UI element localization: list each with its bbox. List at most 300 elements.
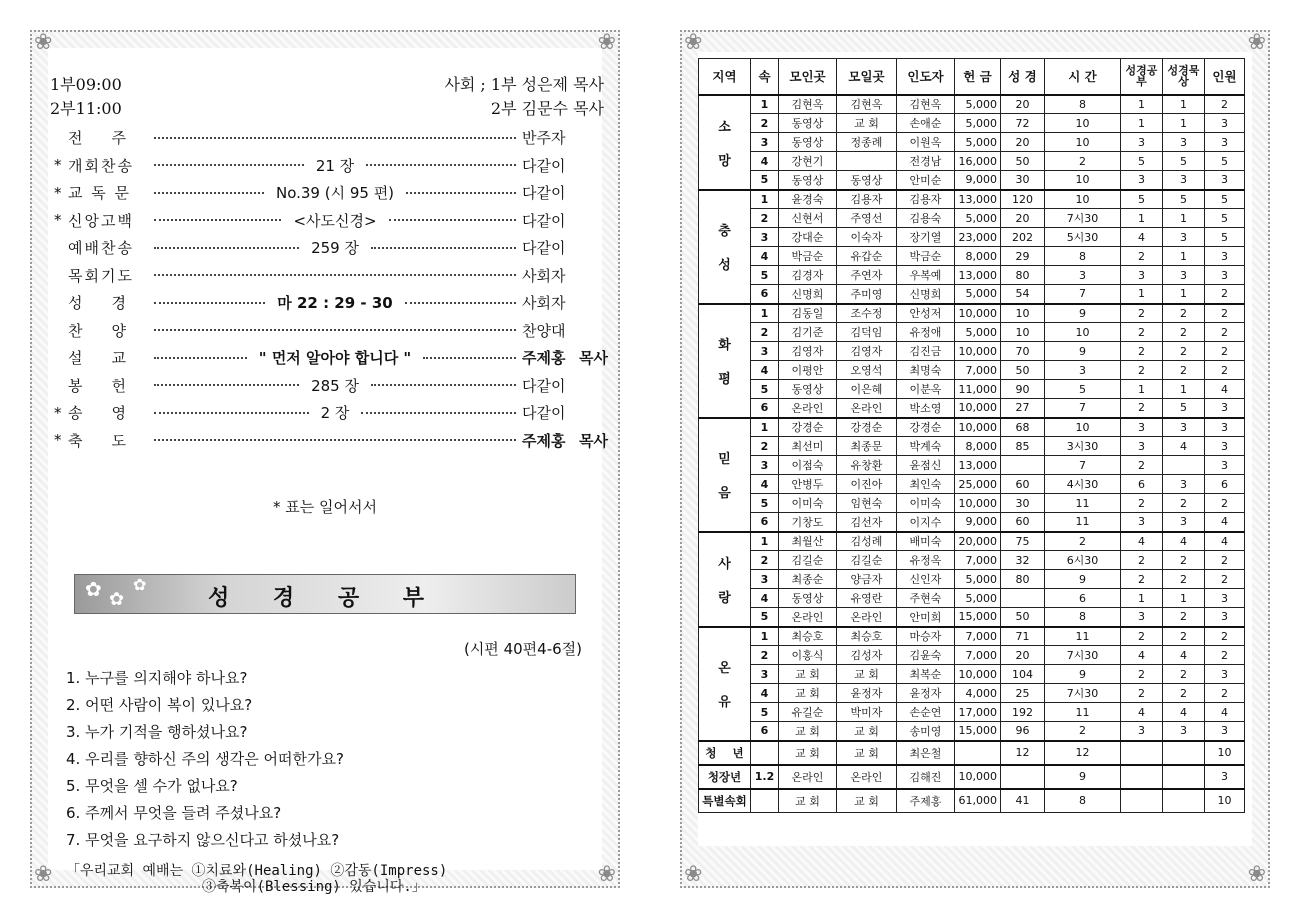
table-cell: 15,000 <box>955 608 1001 627</box>
table-cell: 6 <box>751 399 779 418</box>
table-row <box>699 323 1245 342</box>
table-cell: 192 <box>1001 703 1045 722</box>
table-cell: 10,000 <box>955 765 1001 789</box>
table-cell <box>1163 456 1205 475</box>
table-cell: 25,000 <box>955 475 1001 494</box>
table-cell: 5,000 <box>955 570 1001 589</box>
table-cell: 3 <box>751 342 779 361</box>
table-cell: 7 <box>1045 456 1121 475</box>
table-cell: 20 <box>1001 646 1045 665</box>
question-item: 6. 주께서 무엇을 들려 주셨나요? <box>66 804 282 822</box>
table-cell: 4 <box>1205 703 1245 722</box>
table-cell: 7시30 <box>1045 209 1121 228</box>
table-cell: 6 <box>751 722 779 741</box>
table-row <box>699 247 1245 266</box>
table-row <box>699 494 1245 513</box>
table-cell: 13,000 <box>955 456 1001 475</box>
table-cell <box>1001 589 1045 608</box>
table-cell: 30 <box>1001 171 1045 190</box>
dot-leader <box>389 219 516 221</box>
table-cell: 4 <box>1205 513 1245 532</box>
table-cell: 9 <box>1045 570 1121 589</box>
table-cell: 3 <box>1163 266 1205 285</box>
table-cell: 5 <box>1121 190 1163 209</box>
table-cell: 4 <box>1205 380 1245 399</box>
table-cell: 1 <box>1163 589 1205 608</box>
table-cell: 32 <box>1001 551 1045 570</box>
dot-leader <box>371 384 516 386</box>
order-detail: 285 장 <box>305 375 365 396</box>
table-cell: 3 <box>751 665 779 684</box>
table-cell: 박계숙 <box>897 437 955 456</box>
order-detail: 마 22 : 29 - 30 <box>271 292 398 313</box>
table-cell: 3 <box>1121 722 1163 741</box>
table-cell: 2 <box>1163 342 1205 361</box>
table-cell: 20 <box>1001 209 1045 228</box>
table-cell: 김현옥 <box>897 95 955 114</box>
dot-leader <box>405 302 516 304</box>
table-cell: 2 <box>1121 399 1163 418</box>
order-detail: 21 장 <box>310 155 360 176</box>
table-cell: 8,000 <box>955 247 1001 266</box>
table-cell: 11 <box>1045 703 1121 722</box>
table-cell: 3 <box>1121 266 1163 285</box>
table-cell: 동영상 <box>837 171 897 190</box>
flower-icon: ✿ <box>85 577 102 601</box>
table-cell: 8 <box>1045 608 1121 627</box>
order-detail: 2 장 <box>315 402 356 423</box>
table-row <box>699 437 1245 456</box>
table-cell: 2 <box>1205 323 1245 342</box>
table-cell: 5 <box>751 608 779 627</box>
worship-order-item <box>54 427 608 455</box>
table-cell: 안병두 <box>779 475 837 494</box>
table-cell: 25 <box>1001 684 1045 703</box>
table-cell: 양금자 <box>837 570 897 589</box>
order-label: 전 주 <box>68 129 129 148</box>
table-cell: 김현옥 <box>779 95 837 114</box>
table-cell: 29 <box>1001 247 1045 266</box>
table-cell: 2 <box>751 209 779 228</box>
dot-leader <box>423 357 516 359</box>
table-cell: 2 <box>1121 342 1163 361</box>
table-cell: 김덕임 <box>837 323 897 342</box>
table-cell: 3 <box>1205 608 1245 627</box>
table-cell: 8 <box>1045 95 1121 114</box>
table-cell: 2 <box>1163 684 1205 703</box>
question-item: 5. 무엇을 셀 수가 없나요? <box>66 777 238 795</box>
standing-mark: * <box>54 403 62 422</box>
table-cell <box>1163 741 1205 765</box>
dot-leader <box>154 329 516 331</box>
column-header: 시 간 <box>1045 59 1121 95</box>
table-cell: 교 회 <box>837 114 897 133</box>
table-cell: 1 <box>751 532 779 551</box>
table-cell: 1 <box>1121 380 1163 399</box>
table-cell: 7 <box>1045 285 1121 304</box>
table-cell: 3 <box>751 570 779 589</box>
table-cell: 8,000 <box>955 437 1001 456</box>
region-cell: 청 년 <box>699 741 751 765</box>
table-cell: 2 <box>1205 494 1245 513</box>
table-cell: 최종순 <box>779 570 837 589</box>
order-label: 축 도 <box>68 431 129 450</box>
table-cell <box>1121 789 1163 813</box>
table-cell: 68 <box>1001 418 1045 437</box>
table-cell: 이지수 <box>897 513 955 532</box>
table-cell: 마승자 <box>897 627 955 646</box>
table-cell: 11 <box>1045 494 1121 513</box>
table-cell: 박소영 <box>897 399 955 418</box>
table-cell: 이은혜 <box>837 380 897 399</box>
table-cell: 최종문 <box>837 437 897 456</box>
table-cell: 2 <box>751 646 779 665</box>
order-leader: 다같이 <box>522 156 566 175</box>
table-cell: 이원옥 <box>897 133 955 152</box>
table-cell: 5 <box>1163 399 1205 418</box>
table-cell: 2 <box>1205 551 1245 570</box>
table-cell: 4 <box>1121 228 1163 247</box>
table-cell: 9 <box>1045 665 1121 684</box>
table-row <box>699 741 1245 765</box>
table-cell: 김동일 <box>779 304 837 323</box>
order-leader: 사회자 <box>522 266 566 285</box>
order-label: 교 독 문 <box>68 184 132 203</box>
table-cell: 2 <box>751 437 779 456</box>
table-cell: 김해진 <box>897 765 955 789</box>
table-cell: 이진아 <box>837 475 897 494</box>
table-cell: 신현서 <box>779 209 837 228</box>
table-cell: 2 <box>1163 494 1205 513</box>
table-cell: 온라인 <box>779 399 837 418</box>
table-cell: 6 <box>1205 475 1245 494</box>
table-cell: 주영선 <box>837 209 897 228</box>
table-row <box>699 171 1245 190</box>
table-cell: 이점숙 <box>779 456 837 475</box>
table-cell: 4 <box>1163 646 1205 665</box>
table-cell: 김용자 <box>897 190 955 209</box>
table-cell: 윤정자 <box>897 684 955 703</box>
table-cell: 이분옥 <box>897 380 955 399</box>
table-cell: 5 <box>1163 190 1205 209</box>
table-cell: 김윤숙 <box>897 646 955 665</box>
table-cell: 강현기 <box>779 152 837 171</box>
column-header: 인도자 <box>897 59 955 95</box>
column-header: 성경묵상 <box>1163 59 1205 95</box>
column-header: 속 <box>751 59 779 95</box>
table-row <box>699 266 1245 285</box>
table-cell: 1.2 <box>751 765 779 789</box>
table-cell: 3 <box>1205 589 1245 608</box>
table-cell: 김기준 <box>779 323 837 342</box>
table-cell: 2 <box>1121 494 1163 513</box>
table-cell: 김경자 <box>779 266 837 285</box>
table-cell: 72 <box>1001 114 1045 133</box>
table-cell: 3 <box>751 133 779 152</box>
bible-study-title: 성 경 공 부 <box>208 586 442 611</box>
table-cell: 김용숙 <box>897 209 955 228</box>
table-cell: 96 <box>1001 722 1045 741</box>
corner-ornament-icon: ❀ <box>34 862 53 887</box>
table-cell: 김길순 <box>837 551 897 570</box>
table-cell: 주제홍 <box>897 789 955 813</box>
table-cell: 1 <box>1163 209 1205 228</box>
table-cell: 주연자 <box>837 266 897 285</box>
table-cell: 3 <box>1121 608 1163 627</box>
table-cell: 50 <box>1001 608 1045 627</box>
table-row <box>699 361 1245 380</box>
table-row <box>699 789 1245 813</box>
table-cell: 3 <box>751 228 779 247</box>
order-label: 설 교 <box>68 349 129 368</box>
dot-leader <box>154 302 265 304</box>
table-cell: 6 <box>751 285 779 304</box>
table-cell: 교 회 <box>779 684 837 703</box>
worship-order-item <box>54 234 608 262</box>
church-motto <box>66 863 447 895</box>
table-row <box>699 114 1245 133</box>
dot-leader <box>154 357 247 359</box>
order-leader: 다같이 <box>522 184 566 203</box>
table-cell: 온라인 <box>837 399 897 418</box>
table-cell: 2 <box>1163 551 1205 570</box>
table-row <box>699 589 1245 608</box>
table-cell: 10 <box>1205 741 1245 765</box>
table-cell: 1 <box>1163 380 1205 399</box>
table-cell: 3 <box>1163 418 1205 437</box>
table-cell: 손애순 <box>897 114 955 133</box>
table-row <box>699 551 1245 570</box>
dot-leader <box>371 247 516 249</box>
table-header-row <box>699 59 1245 95</box>
table-cell <box>751 741 779 765</box>
table-cell: 2 <box>751 323 779 342</box>
question-item: 1. 누구를 의지해야 하나요? <box>66 669 248 687</box>
corner-ornament-icon: ❀ <box>684 862 703 887</box>
table-cell: 3 <box>1163 228 1205 247</box>
table-cell: 온라인 <box>779 608 837 627</box>
table-cell: 동영상 <box>779 171 837 190</box>
table-cell: 교 회 <box>837 741 897 765</box>
table-cell: 8 <box>1045 247 1121 266</box>
table-cell: 10 <box>1045 171 1121 190</box>
table-row <box>699 399 1245 418</box>
table-cell: 강경순 <box>837 418 897 437</box>
table-cell: 강경순 <box>779 418 837 437</box>
table-cell: 2 <box>1121 665 1163 684</box>
table-cell: 3 <box>1205 418 1245 437</box>
table-cell: 3 <box>1121 171 1163 190</box>
table-cell: 5 <box>751 266 779 285</box>
table-cell: 2 <box>1163 323 1205 342</box>
table-cell: 5 <box>1205 209 1245 228</box>
table-cell: 2 <box>1205 646 1245 665</box>
table-cell: 1 <box>1121 114 1163 133</box>
table-cell: 5 <box>1163 152 1205 171</box>
table-row <box>699 703 1245 722</box>
table-cell <box>1121 765 1163 789</box>
table-cell: 9 <box>1045 304 1121 323</box>
table-cell: 정종례 <box>837 133 897 152</box>
region-cell: 소 망 <box>699 95 751 190</box>
table-cell: 유정애 <box>897 323 955 342</box>
column-header: 헌 금 <box>955 59 1001 95</box>
table-cell: 2 <box>1121 684 1163 703</box>
table-cell: 61,000 <box>955 789 1001 813</box>
table-cell: 이숙자 <box>837 228 897 247</box>
table-cell: 10,000 <box>955 399 1001 418</box>
table-cell: 손순연 <box>897 703 955 722</box>
table-cell: 60 <box>1001 513 1045 532</box>
table-row <box>699 304 1245 323</box>
table-cell: 3 <box>1205 722 1245 741</box>
table-cell: 김영자 <box>837 342 897 361</box>
table-cell: 41 <box>1001 789 1045 813</box>
motto-line-2: ③축복이(Blessing) 있습니다.」 <box>202 879 426 895</box>
table-cell: 김진금 <box>897 342 955 361</box>
table-cell: 5 <box>751 171 779 190</box>
table-cell: 2 <box>1205 684 1245 703</box>
table-row <box>699 684 1245 703</box>
table-cell: 90 <box>1001 380 1045 399</box>
table-cell: 교 회 <box>837 722 897 741</box>
table-cell: 배미숙 <box>897 532 955 551</box>
dot-leader <box>406 192 516 194</box>
table-cell: 13,000 <box>955 266 1001 285</box>
host-first: 사회 ; 1부 성은제 목사 <box>444 75 604 94</box>
table-cell: 9,000 <box>955 171 1001 190</box>
worship-order-item <box>54 179 608 207</box>
table-cell: 강대순 <box>779 228 837 247</box>
table-cell: 박금순 <box>779 247 837 266</box>
worship-order-item <box>54 317 608 345</box>
table-row <box>699 418 1245 437</box>
corner-ornament-icon: ❀ <box>684 30 703 55</box>
table-cell: 11 <box>1045 513 1121 532</box>
table-cell: 신명희 <box>779 285 837 304</box>
table-cell: 1 <box>1121 95 1163 114</box>
table-cell: 4,000 <box>955 684 1001 703</box>
table-cell: 5 <box>1205 152 1245 171</box>
order-detail: <사도신경> <box>287 210 382 231</box>
table-cell: 3 <box>1205 399 1245 418</box>
table-cell: 2 <box>1045 152 1121 171</box>
table-cell: 동영상 <box>779 380 837 399</box>
table-cell: 5,000 <box>955 209 1001 228</box>
table-cell: 교 회 <box>779 665 837 684</box>
dot-leader <box>154 247 299 249</box>
table-cell: 이미숙 <box>779 494 837 513</box>
table-cell: 유창환 <box>837 456 897 475</box>
order-leader: 주제홍 목사 <box>522 431 608 450</box>
region-cell: 믿 음 <box>699 418 751 532</box>
column-header: 성 경 <box>1001 59 1045 95</box>
table-cell: 이홍식 <box>779 646 837 665</box>
table-cell: 1 <box>1163 95 1205 114</box>
table-cell: 2 <box>1205 304 1245 323</box>
table-cell: 3 <box>751 456 779 475</box>
order-label: 봉 헌 <box>68 376 129 395</box>
table-cell: 3 <box>1205 171 1245 190</box>
order-detail: No.39 (시 95 편) <box>270 182 400 203</box>
dot-leader <box>154 439 516 441</box>
table-cell: 최복순 <box>897 665 955 684</box>
table-cell: 장기열 <box>897 228 955 247</box>
table-cell: 5,000 <box>955 114 1001 133</box>
order-label: 송 영 <box>68 404 129 423</box>
table-cell: 20 <box>1001 95 1045 114</box>
region-cell: 온 유 <box>699 627 751 741</box>
table-cell: 10,000 <box>955 418 1001 437</box>
table-cell: 80 <box>1001 570 1045 589</box>
table-cell: 2 <box>1205 627 1245 646</box>
worship-order-item <box>54 152 608 180</box>
table-cell: 5,000 <box>955 133 1001 152</box>
dot-leader <box>366 164 516 166</box>
dot-leader <box>154 137 516 139</box>
table-cell: 2 <box>1121 247 1163 266</box>
table-cell: 2 <box>1121 570 1163 589</box>
column-header: 모인곳 <box>779 59 837 95</box>
table-cell: 23,000 <box>955 228 1001 247</box>
table-cell: 교 회 <box>779 741 837 765</box>
table-cell: 1 <box>1163 247 1205 266</box>
table-cell: 4시30 <box>1045 475 1121 494</box>
corner-ornament-icon: ❀ <box>1247 862 1266 887</box>
table-cell: 9 <box>1045 765 1121 789</box>
table-cell: 5 <box>1205 190 1245 209</box>
table-cell: 3 <box>1163 722 1205 741</box>
table-cell: 13,000 <box>955 190 1001 209</box>
table-cell: 안미순 <box>897 171 955 190</box>
table-cell: 5,000 <box>955 285 1001 304</box>
region-cell: 충 성 <box>699 190 751 304</box>
table-cell: 2 <box>1121 323 1163 342</box>
table-cell: 동영상 <box>779 589 837 608</box>
question-item: 4. 우리를 향하신 주의 생각은 어떠한가요? <box>66 750 344 768</box>
table-cell: 4 <box>1163 532 1205 551</box>
dot-leader <box>154 384 299 386</box>
table-cell: 신인자 <box>897 570 955 589</box>
table-cell: 주미영 <box>837 285 897 304</box>
question-item: 2. 어떤 사람이 복이 있나요? <box>66 696 253 714</box>
table-cell: 김영자 <box>779 342 837 361</box>
table-cell: 10 <box>1045 418 1121 437</box>
dot-leader <box>154 219 281 221</box>
table-cell: 7,000 <box>955 646 1001 665</box>
table-cell: 최은철 <box>897 741 955 765</box>
table-cell: 3 <box>1121 418 1163 437</box>
table-cell: 3 <box>1163 513 1205 532</box>
table-cell: 유갑순 <box>837 247 897 266</box>
table-cell <box>1121 741 1163 765</box>
table-cell: 10 <box>1001 304 1045 323</box>
order-leader: 찬양대 <box>522 321 566 340</box>
table-cell: 교 회 <box>779 722 837 741</box>
table-cell: 김현옥 <box>837 95 897 114</box>
table-cell: 윤정자 <box>837 684 897 703</box>
table-cell: 5 <box>751 380 779 399</box>
table-cell: 1 <box>1163 285 1205 304</box>
table-cell: 5 <box>1205 228 1245 247</box>
table-row <box>699 152 1245 171</box>
table-cell: 2 <box>1163 304 1205 323</box>
table-cell: 3 <box>1205 665 1245 684</box>
table-row <box>699 665 1245 684</box>
table-cell: 1 <box>751 304 779 323</box>
table-cell: 2 <box>1121 361 1163 380</box>
table-cell: 송미영 <box>897 722 955 741</box>
